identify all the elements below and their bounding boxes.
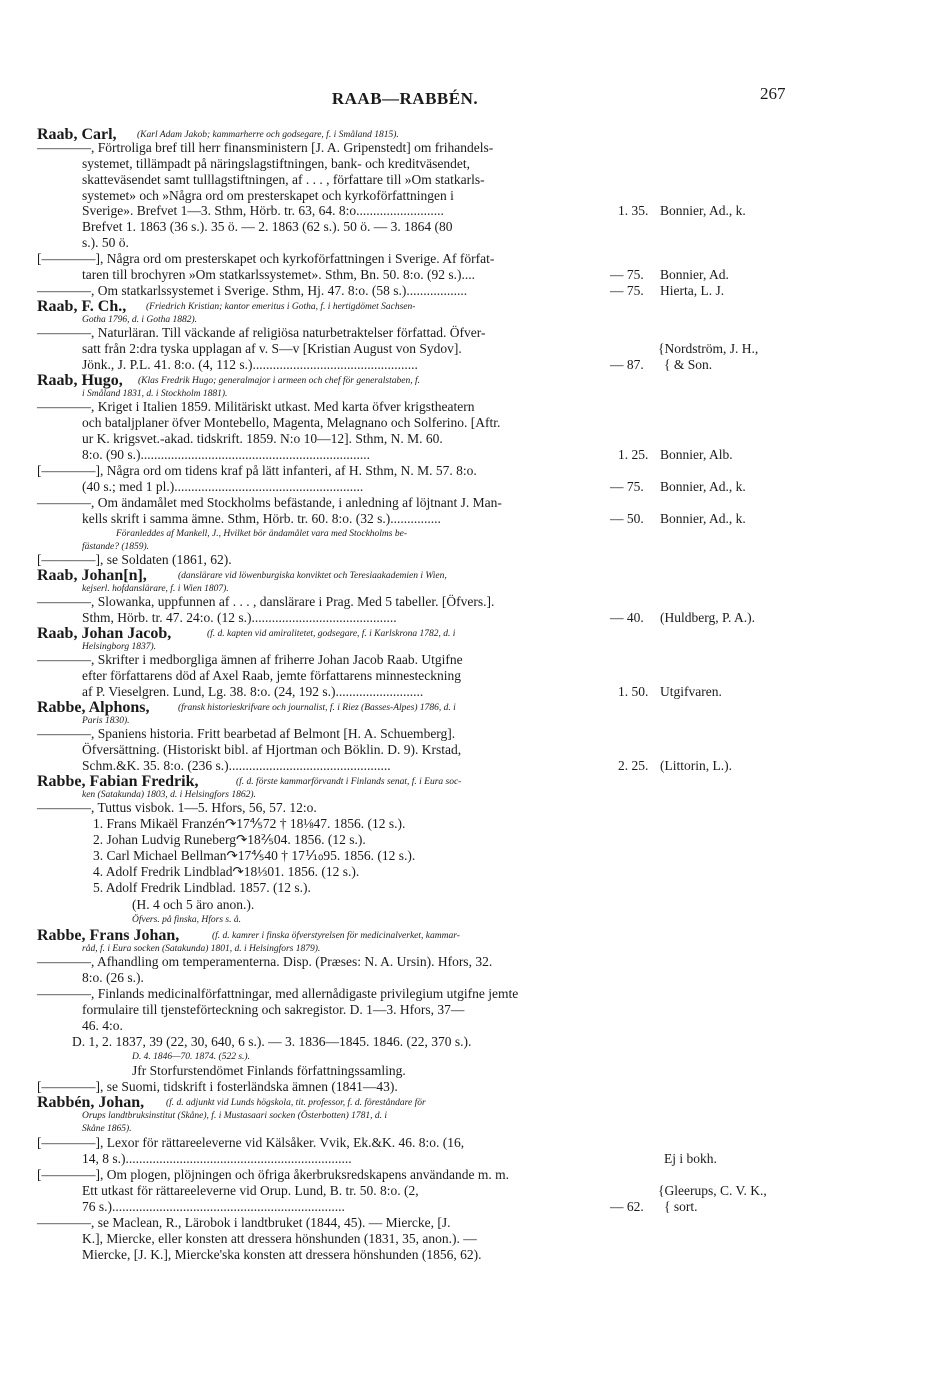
catalog-line — [0, 912, 928, 928]
catalog-line — [0, 140, 928, 156]
entry-text: skatteväsendet samt tulllagstiftningen, af . . . , författare till »Om statkarls- — [82, 172, 485, 187]
catalog-line — [0, 726, 928, 742]
entry-text: Brefvet 1. 1863 (36 s.). 35 ö. — 2. 1863 (62 s.). 50 ö. — 3. 1864 (80 — [82, 219, 453, 234]
catalog-line — [0, 986, 928, 1002]
catalog-line — [0, 742, 928, 758]
catalog-line — [0, 511, 928, 527]
catalog-line — [0, 684, 928, 700]
catalog-line — [0, 1167, 928, 1183]
catalog-line — [0, 954, 928, 970]
entry-text: Hierta, L. J. — [660, 283, 725, 298]
author-bio: råd, f. i Eura socken (Satakunda) 1801, d. i Helsingfors 1879). — [82, 944, 321, 954]
catalog-line — [0, 594, 928, 610]
catalog-line — [0, 156, 928, 172]
catalog-line — [0, 816, 928, 832]
entry-text: 2. 25. — [618, 758, 649, 773]
catalog-line — [0, 1079, 928, 1095]
author-bio: ken (Satakunda) 1803, d. i Helsingfors 1862). — [82, 790, 256, 800]
entry-text: systemet» och »Några ord om presterskapet och kyrkoförfattningen i — [82, 188, 454, 203]
catalog-line — [0, 188, 928, 204]
entry-text: (40 s.; med 1 pl.)........................................................ — [82, 479, 364, 494]
author-bio: Öfvers. på finska, Hfors s. å. — [132, 915, 241, 925]
catalog-line — [0, 897, 928, 913]
catalog-line — [0, 1247, 928, 1263]
entry-text: Ej i bokh. — [664, 1151, 717, 1166]
catalog-line — [0, 758, 928, 774]
entry-text: 3. Carl Michael Bellman↷17⅘40 † 17⅒95. 1856. (12 s.). — [93, 848, 416, 863]
catalog-line — [0, 172, 928, 188]
entry-text: — 40. — [610, 610, 644, 625]
entry-text: 5. Adolf Fredrik Lindblad. 1857. (12 s.). — [93, 880, 311, 895]
catalog-line — [0, 1231, 928, 1247]
catalog-line — [0, 357, 928, 373]
page-title: RAAB—RABBÉN. — [331, 89, 479, 108]
entry-text: {Gleerups, C. V. K., — [658, 1183, 767, 1198]
catalog-line — [0, 495, 928, 511]
entry-text: 1. Frans Mikaël Franzén↷17⅘72 † 18⅛47. 1856. (12 s.). — [93, 816, 406, 831]
entry-text: { sort. — [664, 1199, 698, 1214]
catalog-line — [0, 652, 928, 668]
entry-text: — 75. — [610, 267, 644, 282]
entry-text: ————, Spaniens historia. Fritt bearbetad af Belmont [H. A. Schuemberg]. — [37, 726, 456, 741]
entry-text: Miercke, [J. K.], Miercke'ska konsten att dressera hönshunden (1856, 62). — [82, 1247, 482, 1262]
entry-text: 4. Adolf Fredrik Lindblad↷18⅓01. 1856. (12 s.). — [93, 864, 360, 879]
catalog-line — [0, 668, 928, 684]
entry-text: Bonnier, Ad., k. — [660, 203, 746, 218]
author-name: Raab, Johan[n], — [37, 567, 147, 584]
entry-text: ————, Förtroliga bref till herr finansministern [J. A. Gripenstedt] om frihandels- — [37, 140, 494, 155]
entry-text: Jfr Storfurstendömet Finlands författningssamling. — [132, 1063, 406, 1078]
entry-text: ————, se Maclean, R., Lärobok i landtbruket (1844, 45). — Miercke, [J. — [37, 1215, 451, 1230]
entry-text: Ett utkast för rättareeleverne vid Orup. Lund, B. tr. 50. 8:o. (2, — [82, 1183, 419, 1198]
entry-text: efter författarens död af Axel Raab, jemte författarens minnesteckning — [82, 668, 461, 683]
catalog-line — [0, 970, 928, 986]
entry-text: (H. 4 och 5 äro anon.). — [132, 897, 255, 912]
author-name: Rabbe, Fabian Fredrik, — [37, 773, 199, 790]
author-bio: (Karl Adam Jakob; kammarherre och godsegare, f. i Småland 1815). — [137, 130, 399, 140]
catalog-line — [0, 1215, 928, 1231]
entry-text: ————, Naturläran. Till väckande af religiösa naturbetraktelser författad. Öfver- — [37, 325, 486, 340]
author-bio: Helsingborg 1837). — [82, 642, 157, 652]
entry-text: Bonnier, Ad. — [660, 267, 729, 282]
catalog-line — [0, 552, 928, 568]
catalog-line — [0, 325, 928, 341]
catalog-line — [0, 880, 928, 896]
author-bio: (Klas Fredrik Hugo; generalmajor i armeen och chef för generalstaben, f. — [138, 376, 420, 386]
catalog-line — [0, 415, 928, 431]
entry-text: kells skrift i samma ämne. Sthm, Hörb. tr. 60. 8:o. (32 s.)............... — [82, 511, 441, 526]
catalog-line — [0, 1199, 928, 1215]
entry-text: [————], se Soldaten (1861, 62). — [37, 552, 232, 567]
entry-text: ————, Finlands medicinalförfattningar, med allernådigaste privilegium utgifne jemte — [37, 986, 519, 1001]
author-name: Rabbe, Alphons, — [37, 699, 150, 716]
author-name: Raab, Hugo, — [37, 372, 123, 389]
author-bio: (Friedrich Kristian; kantor emeritus i Gotha, f. i hertigdömet Sachsen- — [146, 302, 416, 312]
entry-text: formulaire till tjensteförteckning och sakregistor. D. 1—3. Hfors, 37— — [82, 1002, 465, 1017]
catalog-line — [0, 1183, 928, 1199]
entry-text: Utgifvaren. — [660, 684, 722, 699]
catalog-line — [0, 832, 928, 848]
entry-text: ————, Slowanka, uppfunnen af . . . , danslärare i Prag. Med 5 tabeller. [Öfvers.]. — [37, 594, 495, 609]
entry-text: 8:o. (90 s.).................................................................... — [82, 447, 370, 462]
author-bio: Föranleddes af Mankell, J., Hvilket bör ändamålet vara med Stockholms be- — [116, 529, 407, 539]
author-bio: (danslärare vid löwenburgiska konviktet och Teresiaakademien i Wien, — [178, 571, 447, 581]
entry-text: [————], Lexor för rättareeleverne vid Kälsåker. Vvik, Ek.&K. 46. 8:o. (16, — [37, 1135, 465, 1150]
author-bio: D. 4. 1846—70. 1874. (522 s.). — [132, 1052, 250, 1062]
entry-text: — 50. — [610, 511, 644, 526]
entry-text: och bataljplaner öfver Montebello, Magenta, Melagnano och Solferino. [Aftr. — [82, 415, 501, 430]
author-bio: (f. d. kapten vid amiralitetet, godsegare, f. i Karlskrona 1782, d. i — [207, 629, 456, 639]
author-bio: (f. d. förste kammarförvandt i Finlands senat, f. i Eura soc- — [236, 777, 462, 787]
entry-text: ————, Afhandling om temperamenterna. Disp. (Præses: N. A. Ursin). Hfors, 32. — [37, 954, 493, 969]
entry-text: satt från 2:dra tyska upplagan af v. S—v [Kristian August von Sydov]. — [82, 341, 462, 356]
catalog-line — [0, 235, 928, 251]
entry-text: s.). 50 ö. — [82, 235, 129, 250]
entry-text: 8:o. (26 s.). — [82, 970, 144, 985]
entry-text: [————], se Suomi, tidskrift i fosterländska ämnen (1841—43). — [37, 1079, 398, 1094]
entry-text: [————], Några ord om tidens kraf på lätt infanteri, af H. Sthm, N. M. 57. 8:o. — [37, 463, 477, 478]
entry-text: ————, Kriget i Italien 1859. Militäriskt utkast. Med karta öfver krigstheatern — [37, 399, 475, 414]
catalog-line — [0, 479, 928, 495]
catalog-line — [0, 1002, 928, 1018]
author-name: Raab, Carl, — [37, 126, 117, 143]
entry-text: taren till brochyren »Om statkarlssystemet». Sthm, Bn. 50. 8:o. (92 s.).... — [82, 267, 475, 282]
entry-text: Schm.&K. 35. 8:o. (236 s.)................................................ — [82, 758, 391, 773]
entry-text: Bonnier, Ad., k. — [660, 479, 746, 494]
entry-text: { & Son. — [664, 357, 713, 372]
catalog-line — [0, 610, 928, 626]
entry-text: 1. 50. — [618, 684, 649, 699]
catalog-line — [0, 800, 928, 816]
author-bio: (f. d. kamrer i finska öfverstyrelsen för medicinalverket, kammar- — [212, 931, 460, 941]
entry-text: 76 s.)..................................................................... — [82, 1199, 345, 1214]
entry-text: Bonnier, Alb. — [660, 447, 733, 462]
entry-text: 14, 8 s.)................................................................... — [82, 1151, 352, 1166]
entry-text: ————, Tuttus visbok. 1—5. Hfors, 56, 57. 12:o. — [37, 800, 317, 815]
entry-text: 1. 25. — [618, 447, 649, 462]
entry-text: Öfversättning. (Historiskt bibl. af Hjortman och Böklin. D. 9). Krstad, — [82, 742, 462, 757]
author-bio: Skåne 1865). — [82, 1124, 132, 1134]
catalog-line — [0, 1151, 928, 1167]
catalog-line — [0, 283, 928, 299]
entry-text: af P. Vieselgren. Lund, Lg. 38. 8:o. (24, 192 s.).......................... — [82, 684, 424, 699]
catalog-line — [0, 267, 928, 283]
entry-text: — 87. — [610, 357, 644, 372]
entry-text: Sthm, Hörb. tr. 47. 24:o. (12 s.)........................................... — [82, 610, 397, 625]
author-bio: (f. d. adjunkt vid Lunds högskola, tit. professor, f. d. föreståndare för — [166, 1098, 426, 1108]
author-bio: i Småland 1831, d. i Stockholm 1881). — [82, 389, 228, 399]
catalog-line — [0, 1135, 928, 1151]
entry-text: Sverige». Brefvet 1—3. Sthm, Hörb. tr. 63, 64. 8:o.......................... — [82, 203, 444, 218]
catalog-line — [0, 431, 928, 447]
entry-text: D. 1, 2. 1837, 39 (22, 30, 640, 6 s.). — 3. 1836—1845. 1846. (22, 370 s.). — [72, 1034, 472, 1049]
entry-text: 2. Johan Ludvig Runeberg↷18⅖04. 1856. (12 s.). — [93, 832, 366, 847]
catalog-line — [0, 1063, 928, 1079]
catalog-line — [0, 1034, 928, 1050]
entry-text: (Huldberg, P. A.). — [660, 610, 756, 625]
entry-text: ————, Om ändamålet med Stockholms befästande, i anledning af löjtnant J. Man- — [37, 495, 502, 510]
catalog-line — [0, 251, 928, 267]
author-name: Raab, F. Ch., — [37, 298, 127, 315]
author-bio: fästande? (1859). — [82, 542, 150, 552]
catalog-line — [0, 219, 928, 235]
entry-text: — 75. — [610, 479, 644, 494]
page-number: 267 — [760, 84, 786, 103]
entry-text: Bonnier, Ad., k. — [660, 511, 746, 526]
entry-text: K.], Miercke, eller konsten att dressera hönshunden (1831, 35, anon.). — — [82, 1231, 477, 1246]
entry-text: systemet, tillämpadt på näringslagstiftningen, bank- och kreditväsendet, — [82, 156, 471, 171]
catalog-line — [0, 864, 928, 880]
catalog-line — [0, 848, 928, 864]
entry-text: [————], Om plogen, plöjningen och öfriga åkerbruksredskapens användande m. m. — [37, 1167, 510, 1182]
entry-text: [————], Några ord om presterskapet och kyrkoförfattningen i Sverige. Af förfat- — [37, 251, 495, 266]
catalog-line — [0, 1018, 928, 1034]
author-name: Rabbe, Frans Johan, — [37, 927, 180, 944]
entry-text: (Littorin, L.). — [660, 758, 732, 773]
catalog-line — [0, 341, 928, 357]
entry-text: {Nordström, J. H., — [658, 341, 759, 356]
entry-text: — 75. — [610, 283, 644, 298]
author-bio: Gotha 1796, d. i Gotha 1882). — [82, 315, 198, 325]
author-name: Rabbén, Johan, — [37, 1094, 145, 1111]
author-bio: Orups landtbruksinstitut (Skåne), f. i Mustasaari socken (Österbotten) 1781, d. i — [82, 1111, 388, 1121]
entry-text: ————, Om statkarlssystemet i Sverige. Sthm, Hj. 47. 8:o. (58 s.).................. — [37, 283, 468, 298]
entry-text: — 62. — [610, 1199, 644, 1214]
entry-text: 46. 4:o. — [82, 1018, 123, 1033]
catalog-line — [0, 399, 928, 415]
catalog-line — [0, 463, 928, 479]
entry-text: ur K. krigsvet.-akad. tidskrift. 1859. N:o 10—12]. Sthm, N. M. 60. — [82, 431, 443, 446]
entry-text: 1. 35. — [618, 203, 649, 218]
author-bio: kejserl. hofdanslärare, f. i Wien 1807). — [82, 584, 229, 594]
entry-text: ————, Skrifter i medborgliga ämnen af friherre Johan Jacob Raab. Utgifne — [37, 652, 463, 667]
author-bio: (fransk historieskrifvare och journalist, f. i Riez (Basses-Alpes) 1786, d. i — [178, 703, 456, 713]
entry-text: Jönk., J. P.L. 41. 8:o. (4, 112 s.)................................................. — [82, 357, 418, 372]
catalog-line — [0, 203, 928, 219]
author-bio: Paris 1830). — [82, 716, 130, 726]
author-name: Raab, Johan Jacob, — [37, 625, 172, 642]
catalog-line — [0, 447, 928, 463]
